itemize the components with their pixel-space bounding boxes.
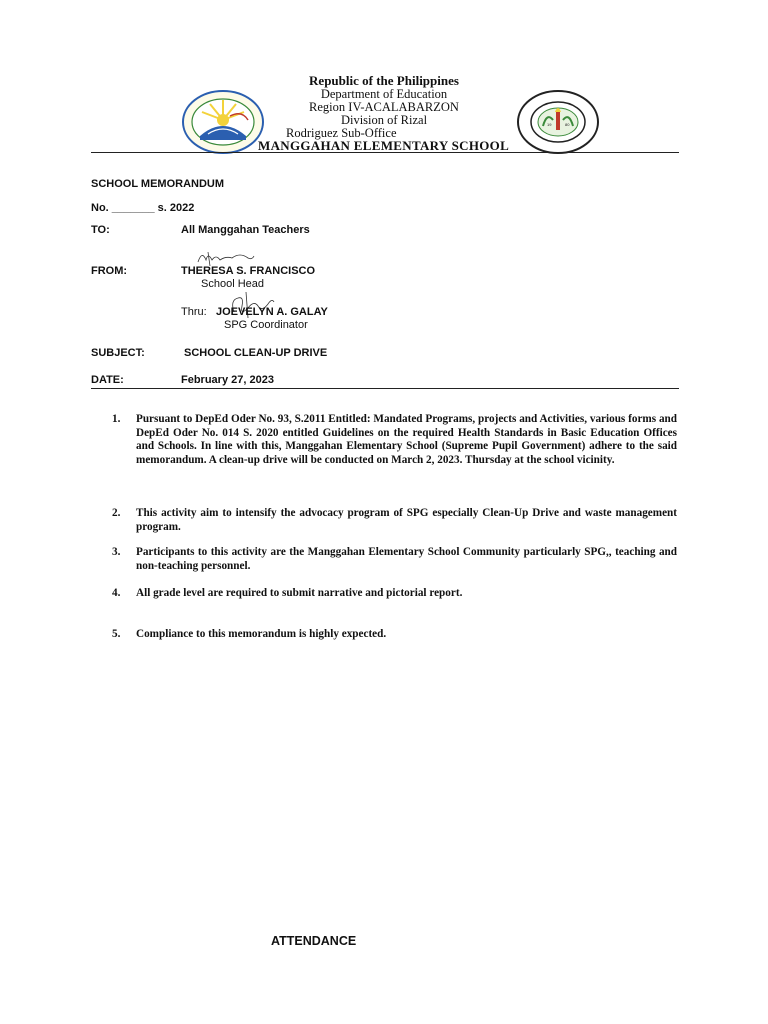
thru-name: JOEVELYN A. GALAY [216, 306, 328, 318]
header-republic: Republic of the Philippines [309, 73, 459, 88]
memo-item-2 [112, 507, 677, 534]
subject-label: SUBJECT: [91, 347, 145, 359]
memo-number: No. _______ s. 2022 [91, 202, 195, 214]
item-number: 5. [112, 628, 121, 640]
memo-item-3 [112, 546, 677, 573]
from-title: School Head [201, 278, 264, 290]
subject-value: SCHOOL CLEAN-UP DRIVE [184, 347, 328, 359]
header-divider [91, 152, 679, 153]
svg-text:19: 19 [547, 122, 552, 127]
attendance-heading: ATTENDANCE [271, 934, 357, 948]
to-value: All Manggahan Teachers [181, 224, 310, 236]
date-value: February 27, 2023 [181, 374, 274, 386]
memo-item-1 [112, 413, 677, 467]
item-text: All grade level are required to submit narrative and pictorial report. [136, 587, 463, 599]
header-department: Department of Education [320, 87, 448, 101]
item-number: 1. [112, 413, 121, 425]
item-number: 3. [112, 546, 121, 558]
from-name: THERESA S. FRANCISCO [181, 265, 316, 277]
item-text: Participants to this activity are the Manggahan Elementary School Community particularly SPG,, teaching and non-teaching personnel. [136, 546, 677, 572]
header-sub-office: Rodriguez Sub-Office [286, 126, 397, 140]
svg-text:80: 80 [565, 122, 570, 127]
item-text: Pursuant to DepEd Oder No. 93, S.2011 Entitled: Mandated Programs, projects and Activities, various forms and DepEd Oder No. 014 S. 2020 entitled Guidelines on the required Health Standards in Basic Education Offices and Schools. In line with this, Manggahan Elementary School (Supreme Pupil Government) adhere to the said memorandum. A clean-up drive will be conducted on March 2, 2023. Thursday at the school vicinity. [136, 413, 677, 466]
date-label: DATE: [91, 374, 124, 386]
memo-item-4 [112, 587, 677, 601]
memo-divider [91, 388, 679, 389]
header-region: Region IV-ACALABARZON [309, 100, 459, 114]
item-number: 4. [112, 587, 121, 599]
header-school-name: MANGGAHAN ELEMENTARY SCHOOL [258, 138, 510, 153]
thru-label: Thru: [181, 306, 207, 318]
item-number: 2. [112, 507, 121, 519]
item-text: This activity aim to intensify the advocacy program of SPG especially Clean-Up Drive and waste management program. [136, 507, 677, 533]
from-label: FROM: [91, 265, 128, 277]
item-text: Compliance to this memorandum is highly expected. [136, 628, 387, 640]
header-division: Division of Rizal [340, 113, 428, 127]
to-label: TO: [91, 224, 110, 236]
memo-heading: SCHOOL MEMORANDUM [91, 178, 225, 190]
memo-item-5 [112, 628, 677, 642]
thru-title: SPG Coordinator [224, 319, 308, 331]
